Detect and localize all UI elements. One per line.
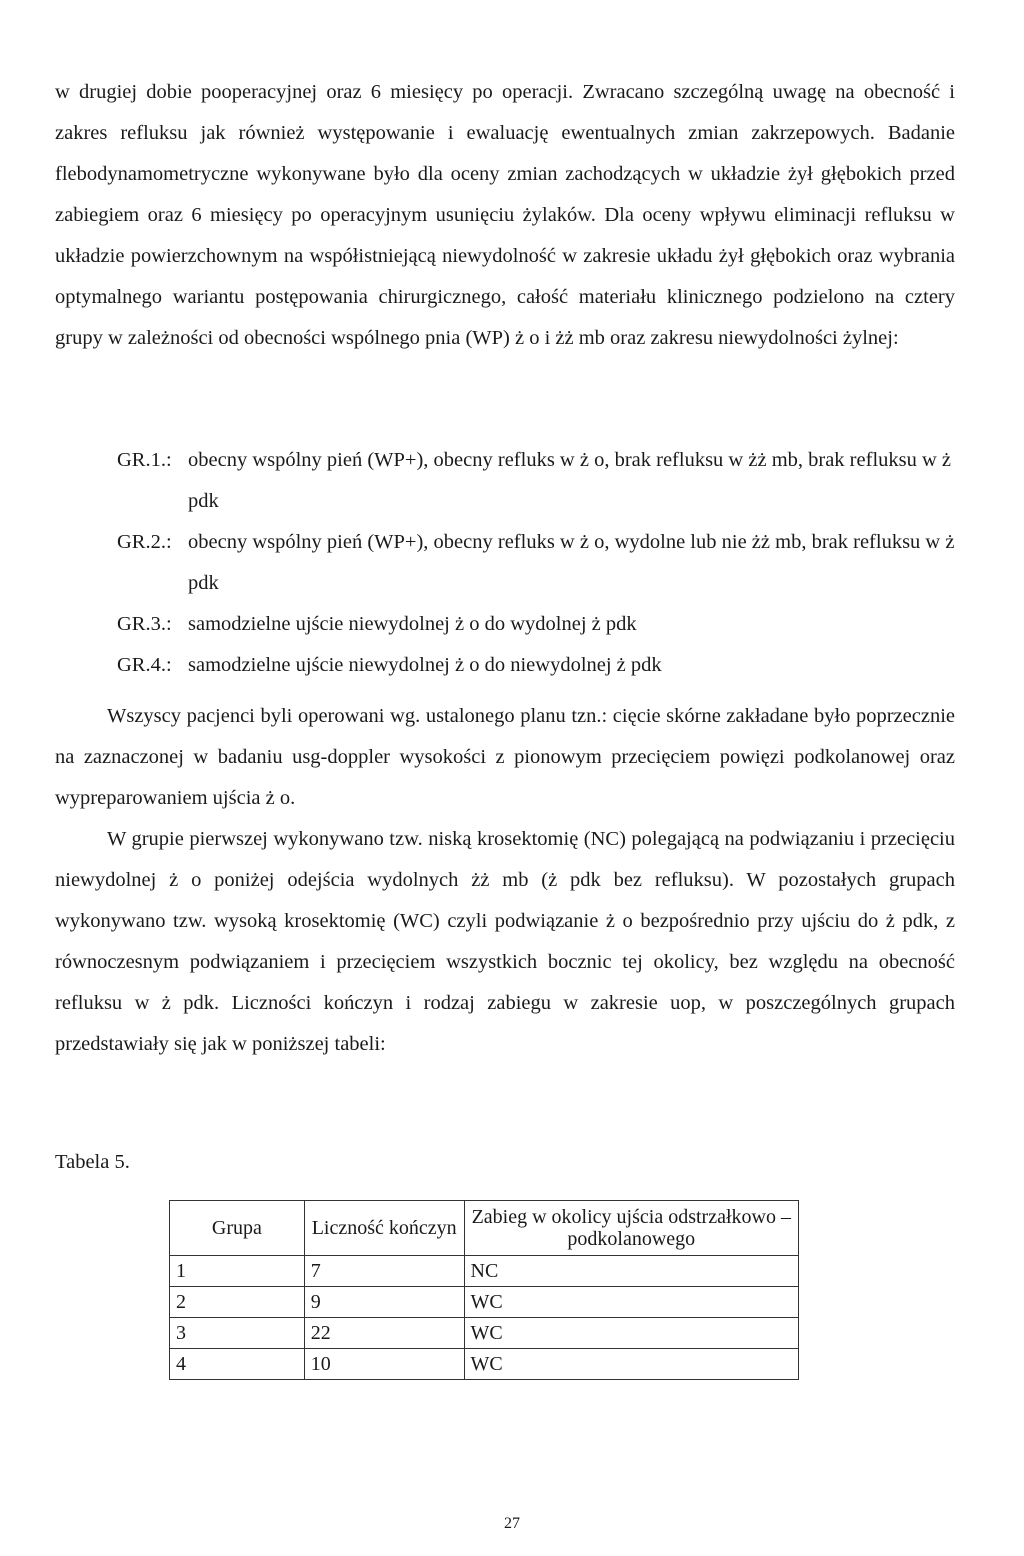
group-label: GR.4.: <box>117 654 172 676</box>
group-label: GR.2.: <box>117 531 172 553</box>
table-cell: 7 <box>304 1256 464 1287</box>
column-header: Liczność kończyn <box>304 1201 464 1256</box>
table-cell: NC <box>464 1256 798 1287</box>
table-cell: WC <box>464 1287 798 1318</box>
table-cell: 10 <box>304 1349 464 1380</box>
page-number: 27 <box>504 1515 520 1532</box>
method-text <box>55 696 955 1065</box>
group-list <box>117 440 962 686</box>
table-cell: 4 <box>170 1349 305 1380</box>
paragraph: Wszyscy pacjenci byli operowani wg. ustalonego planu tzn.: cięcie skórne zakładane było poprzecznie na zaznaczonej w badaniu usg-doppler wysokości z pionowym przecięciem powięzi podkolanowej oraz wypreparowaniem ujścia ż o. <box>55 705 955 809</box>
table-header-row <box>170 1201 799 1256</box>
table-caption: Tabela 5. <box>55 1151 130 1173</box>
group-description: samodzielne ujście niewydolnej ż o do niewydolnej ż pdk <box>188 654 662 676</box>
table-cell: 2 <box>170 1287 305 1318</box>
group-label: GR.1.: <box>117 449 172 471</box>
group-item <box>117 440 962 522</box>
paragraph: W grupie pierwszej wykonywano tzw. niską krosektomię (NC) polegającą na podwiązaniu i przecięciu niewydolnej ż o poniżej odejścia wydolnych żż mb (ż pdk bez refluksu). W pozostałych grupach wykonywano tzw. wysoką krosektomię (WC) czyli podwiązanie ż o bezpośrednio przy ujściu do ż pdk, z równoczesnym podwiązaniem i przecięciem wszystkich bocznic tej okolicy, bez względu na obecność refluksu w ż pdk. Liczności kończyn i rodzaj zabiegu w zakresie uop, w poszczególnych grupach przedstawiały się jak w poniższej tabeli: <box>55 828 955 1055</box>
table-cell: 22 <box>304 1318 464 1349</box>
group-description: samodzielne ujście niewydolnej ż o do wydolnej ż pdk <box>188 613 637 635</box>
table-cell: 1 <box>170 1256 305 1287</box>
intro-text <box>55 72 955 359</box>
table-row <box>170 1256 799 1287</box>
group-description: obecny wspólny pień (WP+), obecny refluks w ż o, wydolne lub nie żż mb, brak refluksu w ż pdk <box>188 531 955 594</box>
paragraph: w drugiej dobie pooperacyjnej oraz 6 miesięcy po operacji. Zwracano szczególną uwagę na obecność i zakres refluksu jak również występowanie i ewaluację ewentualnych zmian zakrzepowych. Badanie flebodynamometryczne wykonywane było dla oceny zmian zachodzących w układzie żył głębokich przed zabiegiem oraz 6 miesięcy po operacyjnym usunięciu żylaków. Dla oceny wpływu eliminacji refluksu w układzie powierzchownym na współistniejącą niewydolność w zakresie układu żył głębokich oraz wybrania optymalnego wariantu postępowania chirurgicznego, całość materiału klinicznego podzielono na cztery grupy w zależności od obecności wspólnego pnia (WP) ż o i żż mb oraz zakresu niewydolności żylnej: <box>55 81 955 349</box>
group-item <box>117 604 962 645</box>
group-description: obecny wspólny pień (WP+), obecny refluks w ż o, brak refluksu w żż mb, brak refluksu w ż pdk <box>188 449 952 512</box>
column-header: Zabieg w okolicy ujścia odstrzałkowo –podkolanowego <box>464 1201 798 1256</box>
table-cell: WC <box>464 1318 798 1349</box>
table-row <box>170 1349 799 1380</box>
data-table <box>169 1200 799 1380</box>
table-row <box>170 1287 799 1318</box>
group-item <box>117 522 962 604</box>
column-header: Grupa <box>170 1201 305 1256</box>
table-cell: 3 <box>170 1318 305 1349</box>
table-cell: WC <box>464 1349 798 1380</box>
table-row <box>170 1318 799 1349</box>
table-cell: 9 <box>304 1287 464 1318</box>
group-item <box>117 645 962 686</box>
group-label: GR.3.: <box>117 613 172 635</box>
